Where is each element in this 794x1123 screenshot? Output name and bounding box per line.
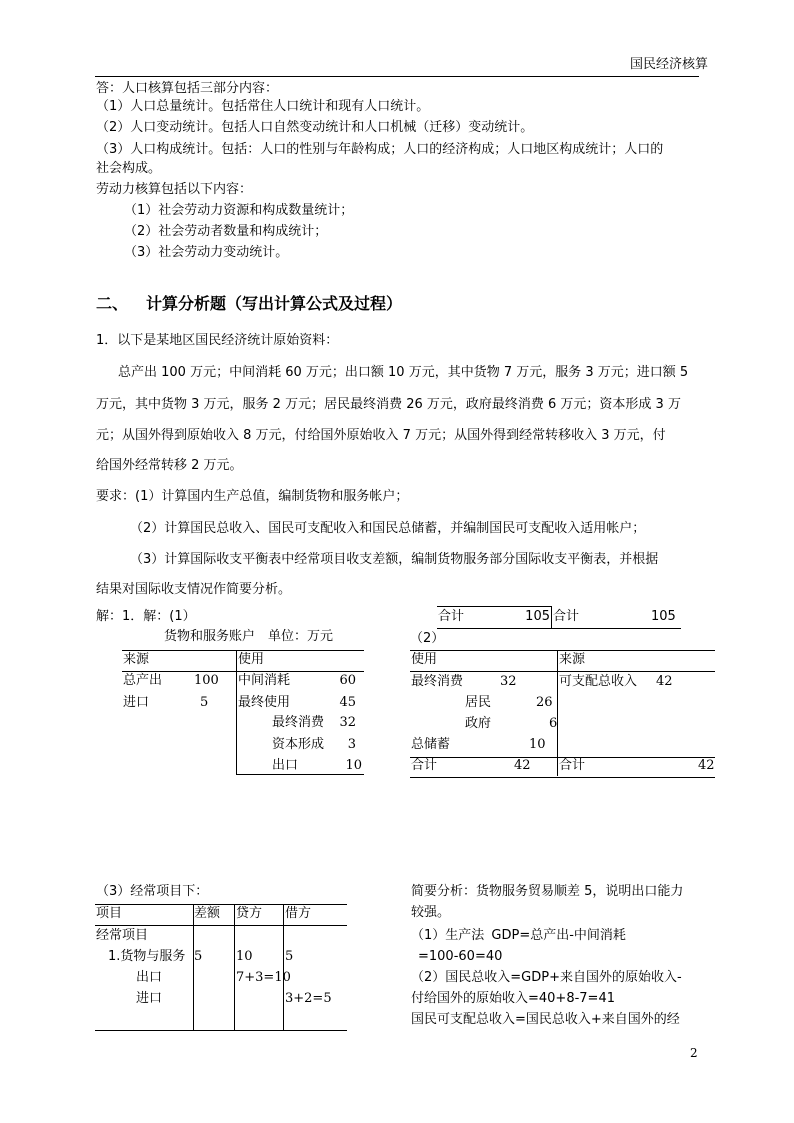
answer-item: （3）人口构成统计。包括：人口的性别与年龄构成；人口的经济构成；人口地区构成统计；人口的 [96, 142, 664, 157]
analysis-line: （1）生产法 GDP=总产出-中间消耗 [411, 928, 626, 943]
use-value: 45 [339, 695, 356, 710]
total-right-value: 42 [698, 758, 715, 773]
part2-label: （2） [410, 631, 445, 646]
source-value: 42 [656, 674, 673, 689]
total-label: 合计 [553, 609, 580, 624]
use-value: 10 [529, 737, 546, 752]
use-label: 居民 [465, 695, 492, 710]
source-value: 100 [194, 673, 219, 688]
header-source: 来源 [559, 652, 586, 667]
use-value: 32 [339, 715, 356, 730]
source-label: 总产出 [123, 673, 163, 688]
answer-item: （1）人口总量统计。包括常住人口统计和现有人口统计。 [96, 99, 430, 114]
analysis-line: 国民可支配总收入=国民总收入+来自国外的经 [411, 1012, 680, 1027]
analysis-line: （2）国民总收入=GDP+来自国外的原始收入- [411, 970, 682, 985]
total-label: 合计 [411, 758, 438, 773]
use-label: 出口 [272, 758, 299, 773]
bop-header: 贷方 [236, 906, 263, 921]
bop-diff: 5 [194, 949, 203, 964]
use-value: 60 [339, 673, 356, 688]
requirement: （2）计算国民总收入、国民可支配收入和国民总储蓄，并编制国民可支配收入适用帐户； [130, 521, 646, 536]
use-label: 中间消耗 [238, 673, 291, 688]
bop-debit: 3+2=5 [285, 991, 332, 1006]
bop-item: 经常项目 [96, 928, 149, 943]
total-label: 合计 [559, 758, 586, 773]
labor-item: （2）社会劳动者数量和构成统计； [124, 224, 328, 239]
analysis-line: 较强。 [411, 905, 451, 920]
bop-header: 差额 [194, 906, 221, 921]
use-value: 32 [500, 674, 517, 689]
answer-intro: 答：人口核算包括三部分内容： [96, 81, 279, 96]
bop-header: 借方 [285, 906, 312, 921]
total-label: 合计 [438, 609, 465, 624]
bop-item: 1.货物与服务 [108, 949, 186, 964]
requirement: 结果对国际收支情况作简要分析。 [96, 582, 292, 597]
solution-label: 解：1．解：(1） [96, 609, 196, 624]
question-line: 总产出 100 万元；中间消耗 60 万元；出口额 10 万元，其中货物 7 万元，服务 3 万元；进口额 5 [118, 365, 689, 380]
answer-item: （2）人口变动统计。包括人口自然变动统计和人口机械（迁移）变动统计。 [96, 120, 534, 135]
running-header: 国民经济核算 [630, 57, 709, 72]
source-label: 进口 [123, 695, 150, 710]
bop-item: 进口 [136, 991, 163, 1006]
labor-item: （1）社会劳动力资源和构成数量统计； [124, 203, 354, 218]
use-label: 最终使用 [238, 695, 291, 710]
page-number: 2 [690, 1046, 698, 1060]
question-line: 万元，其中货物 3 万元，服务 2 万元；居民最终消费 26 万元，政府最终消费 6 万元；资本形成 3 万 [96, 397, 681, 412]
use-label: 资本形成 [272, 737, 325, 752]
question-intro: 1．以下是某地区国民经济统计原始资料： [96, 333, 339, 348]
use-value: 6 [549, 716, 558, 731]
header-use: 使用 [411, 652, 438, 667]
analysis-line: 简要分析：货物服务贸易顺差 5，说明出口能力 [411, 884, 684, 899]
use-value: 3 [347, 737, 356, 752]
bop-debit: 5 [285, 949, 294, 964]
bop-credit: 7+3=10 [236, 970, 291, 985]
analysis-line: =100-60=40 [418, 949, 503, 964]
labor-intro: 劳动力核算包括以下内容： [96, 182, 253, 197]
requirement: 要求：(1）计算国内生产总值，编制货物和服务帐户； [96, 489, 409, 504]
bop-item: 出口 [136, 970, 163, 985]
section-number: 二、 [96, 294, 129, 313]
source-value: 5 [200, 695, 209, 710]
use-label: 政府 [465, 716, 492, 731]
total-right-value: 105 [651, 609, 676, 624]
use-value: 26 [536, 695, 553, 710]
total-left-value: 42 [514, 758, 531, 773]
requirement: （3）计算国际收支平衡表中经常项目收支差额，编制货物服务部分国际收支平衡表，并根据 [130, 552, 659, 567]
use-label: 最终消费 [272, 715, 325, 730]
header-rule [95, 76, 699, 77]
goods-account-caption: 货物和服务账户 单位：万元 [164, 629, 334, 644]
use-value: 10 [345, 758, 362, 773]
bop-header: 项目 [96, 906, 123, 921]
question-line: 给国外经常转移 2 万元。 [96, 458, 243, 473]
part3-label: （3）经常项目下： [96, 884, 209, 899]
use-label: 总储蓄 [411, 737, 451, 752]
header-use: 使用 [238, 652, 265, 667]
bop-credit: 10 [236, 949, 253, 964]
source-label: 可支配总收入 [559, 674, 638, 689]
answer-item: 社会构成。 [96, 161, 162, 176]
header-source: 来源 [123, 652, 150, 667]
use-label: 最终消费 [411, 674, 464, 689]
section-title: 计算分析题（写出计算公式及过程） [146, 294, 403, 313]
question-line: 元；从国外得到原始收入 8 万元，付给国外原始收入 7 万元；从国外得到经常转移收入 3 万元，付 [96, 428, 666, 443]
analysis-line: 付给国外的原始收入=40+8-7=41 [411, 991, 615, 1006]
labor-item: （3）社会劳动力变动统计。 [124, 245, 289, 260]
total-left-value: 105 [525, 609, 550, 624]
